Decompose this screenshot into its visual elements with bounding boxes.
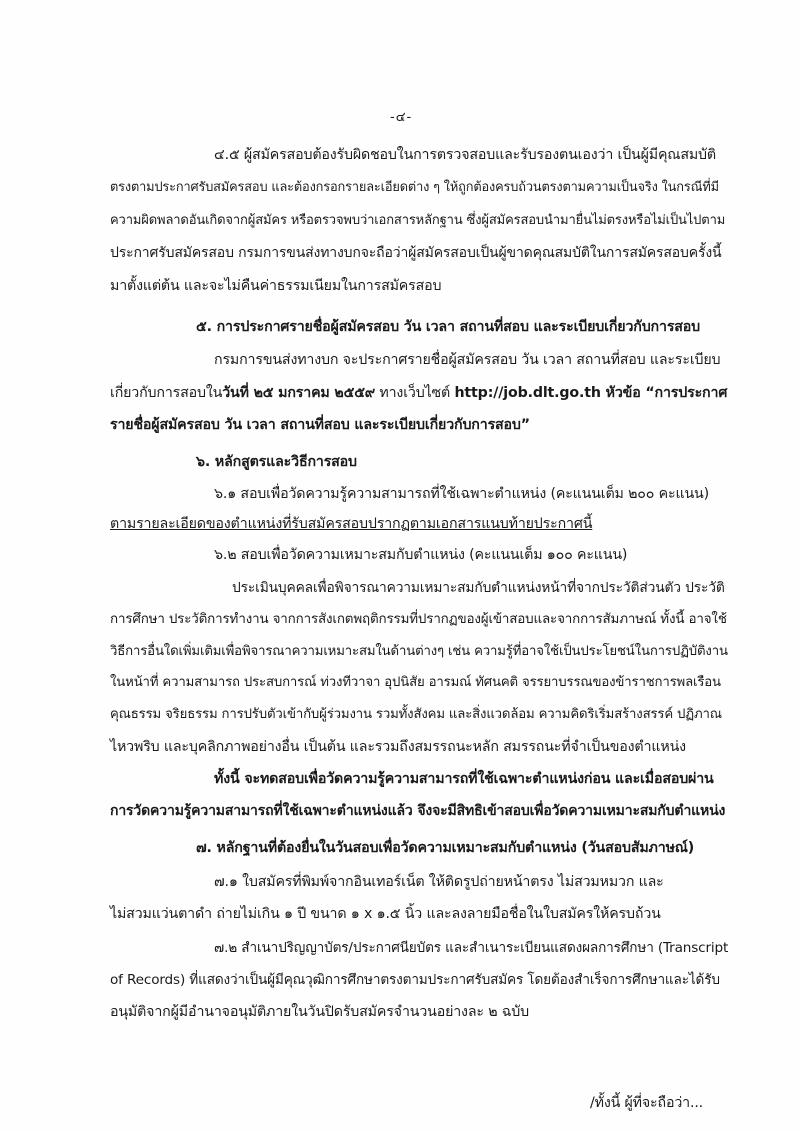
- item-6-2-line-1: ประเมินบุคคลเพื่อพิจารณาความเหมาะสมกับตำแหน่งหน้าที่จากประวัติส่วนตัว ประวัติ: [232, 580, 725, 596]
- item-6-2-line-6: ไหวพริบ และบุคลิกภาพอย่างอื่น เป็นต้น และรวมถึงสมรรถนะหลัก สมรรถนะที่จำเป็นของตำแหน่ง: [110, 739, 686, 755]
- item-6-2-line-4: ในหน้าที่ ความสามารถ ประสบการณ์ ท่วงทีวาจา อุปนิสัย อารมณ์ ทัศนคติ จรรยาบรรณของข้าราชการพลเรือน: [110, 675, 721, 690]
- section-5-line-3: รายชื่อผู้สมัครสอบ วัน เวลา สถานที่สอบ และระเบียบเกี่ยวกับการสอบ”: [110, 417, 530, 433]
- section-5-line-2: [110, 383, 727, 403]
- item-6-1-note: ตามรายละเอียดของตำแหน่งที่รับสมัครสอบปรากฏตามเอกสารแนบท้ายประกาศนี้: [110, 516, 593, 532]
- item-6-2-line-2: การศึกษา ประวัติการทำงาน จากการสังเกตพฤติกรรมที่ปรากฏของผู้เข้าสอบและจากการสัมภาษณ์ ทั้งนี้ อาจใช้: [110, 612, 727, 627]
- announcement-date: วันที่ ๒๕ มกราคม ๒๕๕๙: [222, 385, 376, 401]
- para-4-5-line-2: ตรงตามประกาศรับสมัครสอบ และต้องกรอกรายละเอียดต่าง ๆ ให้ถูกต้องครบถ้วนตรงตามความเป็นจริง ในกรณีที่มี: [110, 180, 719, 195]
- item-7-2-line-3: อนุมัติจากผู้มีอำนาจอนุมัติภายในวันปิดรับสมัครจำนวนอย่างละ ๒ ฉบับ: [110, 1004, 529, 1020]
- section-5-heading: ๕. การประกาศรายชื่อผู้สมัครสอบ วัน เวลา สถานที่สอบ และระเบียบเกี่ยวกับการสอบ: [196, 319, 701, 335]
- page-number: -๔-: [390, 110, 413, 125]
- item-6-2-line-5: คุณธรรม จริยธรรม การปรับตัวเข้ากับผู้ร่วมงาน รวมทั้งสังคม และสิ่งแวดล้อม ความคิดริเริ่มสร้างสรรค์ ปฏิภาณ: [110, 707, 722, 722]
- item-7-2-line-1: ๗.๒ สำเนาปริญญาบัตร/ประกาศนียบัตร และสำเนาระเบียนแสดงผลการศึกษา (Transcript: [214, 940, 729, 956]
- para-4-5-line-4: ประกาศรับสมัครสอบ กรมการขนส่งทางบกจะถือว่าผู้สมัครสอบเป็นผู้ขาดคุณสมบัติในการสมัครสอบครั้งนี้: [110, 245, 722, 261]
- continuation-note: /ทั้งนี้ ผู้ที่จะถือว่า...: [590, 1095, 704, 1111]
- item-7-1-line-2: ไม่สวมแว่นตาดำ ถ่ายไม่เกิน ๑ ปี ขนาด ๑ x ๑.๕ นิ้ว และลงลายมือชื่อในใบสมัครให้ครบถ้วน: [110, 906, 661, 922]
- item-7-2-line-2: of Records) ที่แสดงว่าเป็นผู้มีคุณวุฒิการศึกษาตรงตามประกาศรับสมัคร โดยต้องสำเร็จการศึกษาและได้รับ: [110, 972, 720, 988]
- item-6-2-line-3: วิธีการอื่นใดเพิ่มเติมเพื่อพิจารณาความเหมาะสมในด้านต่างๆ เช่น ความรู้ที่อาจใช้เป็นประโยชน์ในการปฏิบัติงาน: [110, 644, 728, 659]
- website-topic: http://job.dlt.go.th หัวข้อ “การประกาศ: [454, 385, 728, 401]
- section-5-text-b: ทางเว็บไซต์: [375, 385, 455, 401]
- section-5-line-1: กรมการขนส่งทางบก จะประกาศรายชื่อผู้สมัครสอบ วัน เวลา สถานที่สอบ และระเบียบ: [214, 352, 721, 368]
- para-4-5-line-1: ๔.๕ ผู้สมัครสอบต้องรับผิดชอบในการตรวจสอบและรับรองตนเองว่า เป็นผู้มีคุณสมบัติ: [214, 147, 716, 163]
- section-6-heading: ๖. หลักสูตรและวิธีการสอบ: [196, 454, 357, 470]
- section-7-heading: ๗. หลักฐานที่ต้องยื่นในวันสอบเพื่อวัดความเหมาะสมกับตำแหน่ง (วันสอบสัมภาษณ์): [196, 840, 695, 856]
- para-4-5-line-3: ความผิดพลาดอันเกิดจากผู้สมัคร หรือตรวจพบว่าเอกสารหลักฐาน ซึ่งผู้สมัครสอบนำมายื่นไม่ตรงหรือไม่เป็นไปตาม: [110, 213, 726, 228]
- note-line-2: การวัดความรู้ความสามารถที่ใช้เฉพาะตำแหน่งแล้ว จึงจะมีสิทธิเข้าสอบเพื่อวัดความเหมาะสมกับตำแหน่ง: [110, 803, 726, 819]
- item-6-2: ๖.๒ สอบเพื่อวัดความเหมาะสมกับตำแหน่ง (คะแนนเต็ม ๑๐๐ คะแนน): [214, 547, 628, 563]
- section-5-text-a: เกี่ยวกับการสอบใน: [110, 385, 223, 401]
- note-line-1: ทั้งนี้ จะทดสอบเพื่อวัดความรู้ความสามารถที่ใช้เฉพาะตำแหน่งก่อน และเมื่อสอบผ่าน: [214, 771, 714, 787]
- para-4-5-line-5: มาตั้งแต่ต้น และจะไม่คืนค่าธรรมเนียมในการสมัครสอบ: [110, 278, 442, 294]
- item-7-1-line-1: ๗.๑ ใบสมัครที่พิมพ์จากอินเทอร์เน็ต ให้ติดรูปถ่ายหน้าตรง ไม่สวมหมวก และ: [214, 874, 664, 890]
- item-6-1: ๖.๑ สอบเพื่อวัดความรู้ความสามารถที่ใช้เฉพาะตำแหน่ง (คะแนนเต็ม ๒๐๐ คะแนน): [214, 486, 709, 502]
